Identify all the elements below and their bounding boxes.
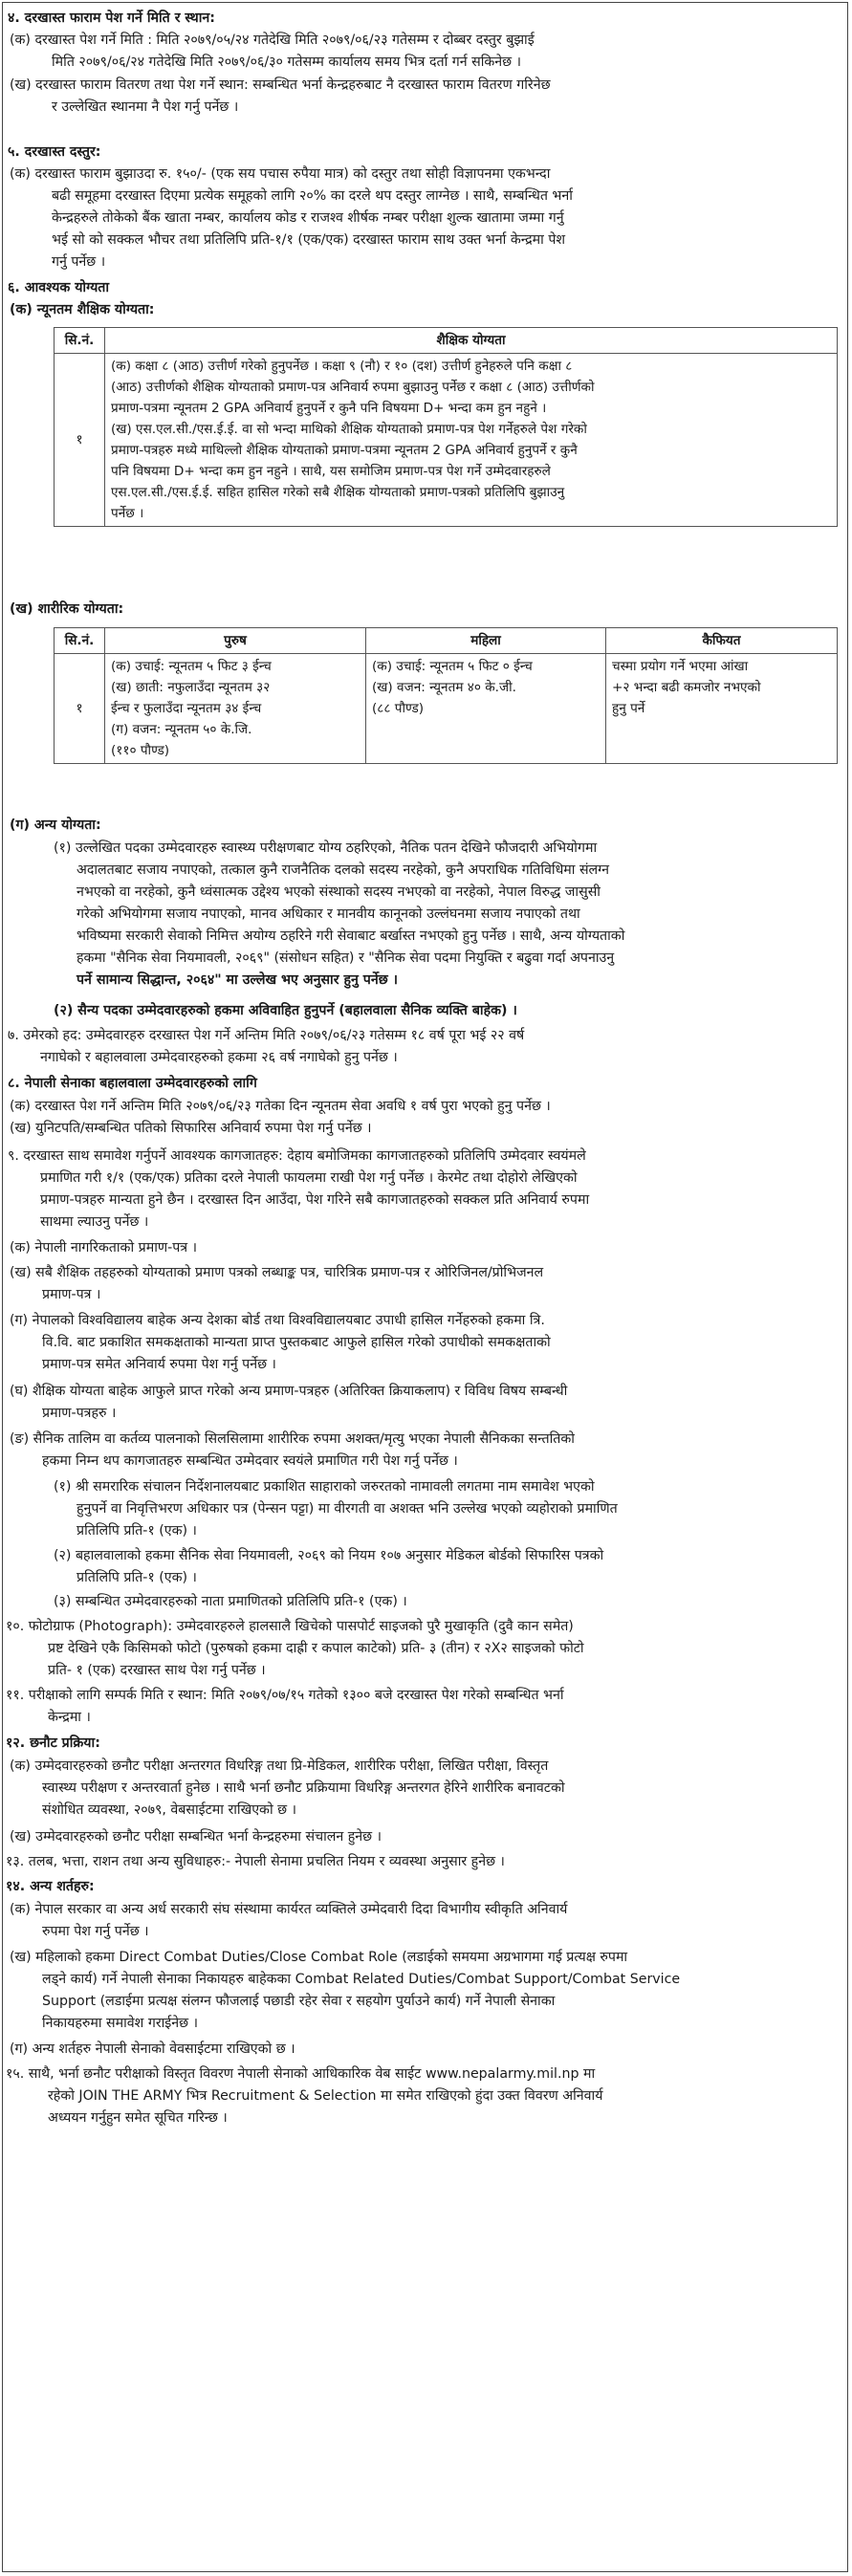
text-line: (ङ) सैनिक तालिम वा कर्तव्य पालनाको सिलसिलामा शारीरिक रुपमा अशक्त/मृत्यु भएका नेपाली सैनिकका सन्ततिको	[10, 1431, 575, 1447]
text-line: प्रमाण-पत्रहरु ।	[42, 1406, 117, 1421]
text-line: हकमा निम्न थप कागजातहरु सम्बन्धित उम्मेदवार स्वयंले प्रमाणित गरी पेश गर्नु पर्नेछ ।	[42, 1453, 458, 1469]
text-line: अदालतबाट सजाय नपाएको, तत्काल कुनै राजनैतिक दलको सदस्य नरहेको, कुनै अपराधिक गतिविधिमा संलग्न	[76, 862, 610, 878]
text-line: (११० पौण्ड)	[111, 743, 170, 758]
text-line: (क) नेपाली नागरिकताको प्रमाण-पत्र ।	[10, 1240, 198, 1255]
education-qualification-table	[54, 327, 838, 527]
text-line: ११. परीक्षाको लागि सम्पर्क मिति र स्थान: मिति २०७९/०७/१५ गतेको १३०० बजे दरखास्त पेश गरेको सम्बन्धित भर्ना	[6, 1688, 564, 1703]
text-line: Support (लडाईमा प्रत्यक्ष संलग्न फौजलाई पछाडी रहेर सेवा र सहयोग पुर्याउने कार्य) गर्ने नेपाली सेनाका	[42, 1994, 556, 2009]
subsection-heading: (ख) शारीरिक योग्यता:	[10, 601, 124, 617]
section-9-gha	[0, 1381, 852, 1425]
text-line: पनि विषयमा D+ भन्दा कम हुन नहुने । साथै, यस समोजिम प्रमाण-पत्र पेश गर्ने उम्मेदवारहरुले	[111, 464, 551, 479]
text-line: केन्द्रमा ।	[48, 1710, 91, 1725]
text-line: (२) बहालवालाको हकमा सैनिक सेवा नियमावली, २०६९ को नियम १०७ अनुसार मेडिकल बोर्डको सिफारिस पत्रको	[54, 1548, 604, 1563]
text-line: वि.वि. बाट प्रकाशित समकक्षताको मान्यता प्राप्त पुस्तकबाट आफुले हासिल गरेको उपाधीको समकक्षताको	[42, 1335, 551, 1350]
column-header-female: महिला	[366, 628, 606, 654]
text-line: अध्ययन गर्नुहुन समेत सूचित गरिन्छ ।	[48, 2110, 228, 2126]
text-line: (घ) शैक्षिक योग्यता बाहेक आफुले प्राप्त गरेको अन्य प्रमाण-पत्रहरु (अतिरिक्त क्रियाकलाप) र विविध विषय सम्बन्धी	[10, 1384, 568, 1399]
text-line: प्रमाण-पत्रहरु मान्यता हुने छैन । दरखास्त दिन आउँदा, पेश गरिने सबै कागजातहरुको सक्कल प्रति अनिवार्य रुपमा	[40, 1192, 590, 1208]
female-requirements-cell	[366, 654, 606, 764]
text-line: प्रमाण-पत्र ।	[42, 1287, 101, 1302]
text-line: चस्मा प्रयोग गर्ने भएमा आंखा	[612, 659, 749, 674]
text-line: १०. फोटोग्राफ (Photograph): उम्मेदवारहरुले हालसालै खिचेको पासपोर्ट साइजको पुरै मुखाकृति (दुवै कान समेत)	[6, 1619, 574, 1634]
text-line: १३. तलब, भत्ता, राशन तथा अन्य सुविधाहरु:- नेपाली सेनामा प्रचलित नियम र व्यवस्था अनुसार हुनेछ ।	[6, 1854, 505, 1869]
text-line: (ख) दरखास्त फाराम वितरण तथा पेश गर्ने स्थान: सम्बन्धित भर्ना केन्द्रहरुबाट नै दरखास्त फाराम वितरण गरिनेछ	[10, 77, 551, 93]
text-line: +२ भन्दा बढी कमजोर नभएको	[612, 680, 761, 695]
section-13	[0, 1851, 852, 1873]
section-6-ka-heading	[0, 299, 852, 321]
text-line: स्वास्थ्य परीक्षण र अन्तरवार्ता हुनेछ । साथै भर्ना छनौट प्रक्रियामा विधरिङ्ग अन्तरगत हेरिने शारीरिक बनावटको	[42, 1780, 565, 1796]
text-line: प्रष्ट देखिने एकै किसिमको फोटो (पुरुषको हकमा दाह्री र कपाल काटेको) प्रति- ३ (तीन) र २X२ साइजको फोटो	[48, 1641, 584, 1656]
subsection-heading: (क) न्यूनतम शैक्षिक योग्यता:	[10, 302, 155, 317]
text-line: पर्नेछ ।	[111, 506, 144, 521]
text-line: लड्ने कार्य) गर्ने नेपाली सेनाका निकायहरु बाहेकका Combat Related Duties/Combat Support/Combat Service	[42, 1972, 681, 1987]
text-line: (क) दरखास्त पेश गर्ने अन्तिम मिति २०७९/०६/२३ गतेका दिन न्यूनतम सेवा अवधि १ वर्ष पुरा भएको हुनु पर्नेछ ।	[10, 1099, 551, 1114]
section-5-body	[0, 164, 852, 273]
text-line: (क) उचाई: न्यूनतम ५ फिट ० ईन्च	[372, 659, 533, 674]
text-line: (१) श्री समरारिक संचालन निर्देशनालयबाट प्रकाशित साहाराको जरुरतको नामावली लगतमा नाम समावेश भएको	[54, 1479, 595, 1495]
section-9-nga-2	[0, 1545, 852, 1589]
column-header-sn: सि.नं.	[55, 328, 105, 354]
section-12-heading	[0, 1733, 852, 1755]
text-line: प्रतिलिपि प्रति-१ (एक) ।	[76, 1523, 197, 1539]
text-line: (ख) महिलाको हकमा Direct Combat Duties/Close Combat Role (लडाईको समयमा अग्रभागमा गई प्रत्यक्ष रुपमा	[10, 1950, 628, 1965]
section-4-heading	[0, 8, 852, 30]
column-header-qualification: शैक्षिक योग्यता	[105, 328, 838, 354]
text-line: नगाघेको र बहालवाला उम्मेदवारहरुको हकमा २६ वर्ष नगाघेको हुनु पर्नेछ ।	[40, 1050, 398, 1065]
text-line: नभएको वा नरहेको, कुनै ध्वंसात्मक उद्देश्य भएको संस्थाको सदस्य नभएको वा नरहेको, नेपाल विरुद्ध जासुसी	[76, 884, 601, 900]
text-line: मिति २०७९/०६/२४ गतेदेखि मिति २०७९/०६/३० गतेसम्म कार्यालय समय भित्र दर्ता गर्न सकिनेछ ।	[52, 55, 522, 70]
text-line: प्रमाण-पत्र समेत अनिवार्य रुपमा पेश गर्नु पर्नेछ ।	[42, 1357, 276, 1372]
section-heading: ४. दरखास्त फाराम पेश गर्ने मिति र स्थान:	[8, 11, 215, 26]
column-header-male: पुरुष	[105, 628, 366, 654]
section-9-intro	[0, 1146, 852, 1233]
text-line: भविष्यमा सरकारी सेवाको निमित्त अयोग्य ठहरिने गरी सेवाबाट बर्खास्त नभएको हुनु पर्नेछ । साथै, अन्य योग्यताको	[76, 928, 625, 944]
section-14-ka	[0, 1899, 852, 1943]
section-heading: ५. दरखास्त दस्तुर:	[8, 144, 101, 160]
text-line: गरेको अभियोगमा सजाय नपाएको, मानव अधिकार र मानवीय कानूनको उल्लंघनमा सजाय नपाएको तथा	[76, 906, 580, 922]
column-header-remark: कैफियत	[606, 628, 838, 654]
text-line: (२) सैन्य पदका उम्मेदवारहरुको हकमा अविवाहित हुनुपर्ने (बहालवाला सैनिक व्यक्ति बाहेक) ।	[54, 1003, 517, 1018]
section-5-heading	[0, 142, 852, 164]
text-line: (क) दरखास्त फाराम बुझाउदा रु. १५०/- (एक सय पचास रुपैया मात्र) को दस्तुर तथा सोही विज्ञापनमा एकभन्दा	[10, 166, 551, 182]
text-line: (१) उल्लेखित पदका उम्मेदवारहरु स्वास्थ्य परीक्षणबाट योग्य ठहरिएको, नैतिक पतन देखिने फौजदारी अभियोगमा	[54, 840, 598, 856]
text-line: (ग) नेपालको विश्वविद्यालय बाहेक अन्य देशका बोर्ड तथा विश्वविद्यालयबाट उपाधी हासिल गर्नेहरुको हकमा त्रि.	[10, 1313, 545, 1328]
male-requirements-cell	[105, 654, 366, 764]
text-line: (ख) एस.एल.सी./एस.ई.ई. वा सो भन्दा माथिको शैक्षिक योग्यताको प्रमाण-पत्र पेश गर्नेहरुले पेश गरेको	[111, 422, 587, 437]
text-line: प्रमाण-पत्रहरु मध्ये माथिल्लो शैक्षिक योग्यताको प्रमाण-पत्रमा न्यूनतम 2 GPA अनिवार्य हुनुपर्ने र कुनै	[111, 443, 578, 458]
subsection-heading: (ग) अन्य योग्यता:	[10, 818, 101, 833]
text-line: (ख) छाती: नफुलाउँदा न्यूनतम ३२	[111, 680, 271, 695]
section-15	[0, 2063, 852, 2129]
section-9-nga-1	[0, 1476, 852, 1542]
text-line: रहेको JOIN THE ARMY भित्र Recruitment & Selection मा समेत राखिएको हुंदा उक्त विवरण अनिवार्य	[48, 2088, 603, 2104]
text-line: पर्ने सामान्य सिद्धान्त, २०६४" मा उल्लेख भए अनुसार हुनु पर्नेछ ।	[76, 972, 399, 988]
section-heading: १४. अन्य शर्तहरु:	[6, 1879, 95, 1894]
section-6-kha-heading	[0, 599, 852, 621]
text-line: हुनुपर्ने वा निवृत्तिभरण अधिकार पत्र (पेन्सन पट्टा) मा वीरगती वा अशक्त भनि उल्लेख भएको व्यहोराको प्रमाणित	[76, 1501, 618, 1517]
section-heading: १२. छनौट प्रक्रिया:	[6, 1736, 100, 1751]
section-10	[0, 1616, 852, 1682]
text-line: (ख) युनिटपति/सम्बन्धित पतिको सिफारिस अनिवार्य रुपमा पेश गर्नु पर्नेछ ।	[10, 1121, 372, 1136]
table-header-row	[55, 628, 838, 654]
table-header-row	[55, 328, 838, 354]
section-heading: ६. आवश्यक योग्यता	[8, 280, 110, 295]
section-8-items	[0, 1096, 852, 1140]
section-11	[0, 1685, 852, 1729]
section-12-ka	[0, 1756, 852, 1822]
section-4-ka	[0, 30, 852, 74]
text-line: हकमा "सैनिक सेवा नियमावली, २०६९" (संसोधन सहित) र "सैनिक सेवा पदमा नियुक्ति र बढुवा गर्दा अपनाउनु	[76, 950, 615, 966]
text-line: (ग) अन्य शर्तहरु नेपाली सेनाको वेवसाईटमा राखिएको छ ।	[10, 2041, 295, 2057]
text-line: (ग) वजन: न्यूनतम ५० के.जि.	[111, 722, 252, 737]
text-line: ७. उमेरको हद: उम्मेदवारहरु दरखास्त पेश गर्ने अन्तिम मिति २०७९/०६/२३ गतेसम्म १८ वर्ष पूरा भई २२ वर्ष	[8, 1028, 525, 1043]
text-line: (ख) उम्मेदवारहरुको छनौट परीक्षा सम्बन्धित भर्ना केन्द्रहरुमा संचालन हुनेछ ।	[10, 1829, 382, 1845]
text-line: (क) उम्मेदवारहरुको छनौट परीक्षा अन्तरगत विधरिङ्ग तथा प्रि-मेडिकल, शारीरिक परीक्षा, लिखित परीक्षा, विस्तृत	[10, 1758, 549, 1774]
text-line: हुनु पर्ने	[612, 701, 645, 716]
table-row	[55, 354, 838, 527]
text-line: (८८ पौण्ड)	[372, 701, 425, 716]
row-sn: १	[55, 354, 105, 527]
text-line: (क) कक्षा ८ (आठ) उत्तीर्ण गरेको हुनुपर्नेछ । कक्षा ९ (नौ) र १० (दश) उत्तीर्ण हुनेहरुले पनि कक्षा ८	[111, 359, 573, 374]
text-line: एस.एल.सी./एस.ई.ई. सहित हासिल गरेको सबै शैक्षिक योग्यताको प्रमाण-पत्रको प्रतिलिपि बुझाउनु	[111, 485, 565, 500]
text-line: प्रमाणित गरी १/१ (एक/एक) प्रतिका दरले नेपाली फायलमा राखी पेश गर्नु पर्नेछ । केरमेट तथा दोहोरो लेखिएको	[40, 1170, 578, 1186]
section-9-nga-3	[0, 1591, 852, 1613]
text-line: केन्द्रहरुले तोकेको बैंक खाता नम्बर, कार्यालय कोड र राजश्व शीर्षक नम्बर परीक्षा शुल्क खातामा जम्मा गर्नु	[52, 210, 564, 226]
section-12-kha	[0, 1826, 852, 1848]
section-9-nga	[0, 1429, 852, 1473]
text-line: गर्नु पर्नेछ ।	[52, 254, 106, 270]
section-6-ga-1	[0, 838, 852, 992]
section-6-ga-2	[0, 1000, 852, 1022]
text-line: (३) सम्बन्धित उम्मेदवारहरुको नाता प्रमाणितको प्रतिलिपि प्रति-१ (एक) ।	[54, 1594, 407, 1609]
text-line: (क) नेपाल सरकार वा अन्य अर्ध सरकारी संघ संस्थामा कार्यरत व्यक्तिले उम्मेदवारी दिदा विभागीय स्वीकृति अनिवार्य	[10, 1902, 568, 1917]
section-9-kha	[0, 1262, 852, 1306]
text-line: (क) उचाई: न्यूनतम ५ फिट ३ ईन्च	[111, 659, 272, 674]
section-6-heading	[0, 277, 852, 299]
text-line: निकायहरुमा समावेश गराईनेछ ।	[42, 2016, 198, 2031]
section-4-kha	[0, 75, 852, 119]
section-14-kha	[0, 1947, 852, 2035]
section-8-heading	[0, 1073, 852, 1095]
text-line: (आठ) उत्तीर्णको शैक्षिक योग्यताको प्रमाण-पत्र अनिवार्य रुपमा बुझाउनु पर्नेछ र कक्षा ८ (आठ) उत्तीर्णको	[111, 380, 595, 395]
qualification-cell	[105, 354, 838, 527]
physical-qualification-table	[54, 627, 838, 764]
text-line: साथमा ल्याउनु पर्नेछ ।	[40, 1214, 149, 1230]
text-line: संशोधित व्यवस्था, २०७९, वेबसाईटमा राखिएको छ ।	[42, 1802, 296, 1818]
remark-cell	[606, 654, 838, 764]
text-line: प्रमाण-पत्रमा न्यूनतम 2 GPA अनिवार्य हुनुपर्ने र कुनै पनि विषयमा D+ भन्दा कम हुन नहुने ।	[111, 401, 547, 416]
section-heading: ८. नेपाली सेनाका बहालवाला उम्मेदवारहरुको लागि	[8, 1076, 257, 1091]
text-line: भई सो को सक्कल भौचर तथा प्रतिलिपि प्रति-१/१ (एक/एक) दरखास्त फाराम साथ उक्त भर्ना केन्द्रमा पेश	[52, 232, 566, 248]
text-line: ईन्च र फुलाउँदा न्यूनतम ३४ ईन्च	[111, 701, 262, 716]
text-line: (ख) वजन: न्यूनतम ४० के.जी.	[372, 680, 516, 695]
table-row	[55, 654, 838, 764]
text-line: बढी समूहमा दरखास्त दिएमा प्रत्येक समूहको लागि २०% का दरले थप दस्तुर लाग्नेछ । साथै, सम्बन्धित भर्ना	[52, 188, 573, 204]
section-14-heading	[0, 1876, 852, 1898]
section-14-ga	[0, 2039, 852, 2061]
text-line: रुपमा पेश गर्नु पर्नेछ ।	[42, 1924, 149, 1939]
text-line: (क) दरखास्त पेश गर्ने मिति : मिति २०७९/०५/२४ गतेदेखि मिति २०७९/०६/२३ गतेसम्म र दोब्बर दस्तुर बुझाई	[10, 33, 535, 48]
section-6-ga-heading	[0, 815, 852, 837]
section-9-ga	[0, 1310, 852, 1376]
text-line: प्रतिलिपि प्रति-१ (एक) ।	[76, 1570, 197, 1585]
text-line: १५. साथै, भर्ना छनौट परीक्षाको विस्तृत विवरण नेपाली सेनाको आधिकारिक वेब साईट www.nepalarmy.mil.np मा	[6, 2066, 596, 2082]
text-line: प्रति- १ (एक) दरखास्त साथ पेश गर्नु पर्नेछ ।	[48, 1663, 266, 1678]
section-7	[0, 1025, 852, 1069]
section-9-ka	[0, 1237, 852, 1259]
text-line: ९. दरखास्त साथ समावेश गर्नुपर्ने आवश्यक कागजातहरु: देहाय बमोजिमका कागजातहरुको प्रतिलिपि उम्मेदवार स्वयंमले	[8, 1148, 586, 1164]
text-line: र उल्लेखित स्थानमा नै पेश गर्नु पर्नेछ ।	[52, 99, 239, 115]
column-header-sn: सि.नं.	[55, 628, 105, 654]
text-line: (ख) सबै शैक्षिक तहहरुको योग्यताको प्रमाण पत्रको लब्धाङ्क पत्र, चारित्रिक प्रमाण-पत्र र ओरिजिनल/प्रोभिजनल	[10, 1265, 544, 1280]
row-sn: १	[55, 654, 105, 764]
